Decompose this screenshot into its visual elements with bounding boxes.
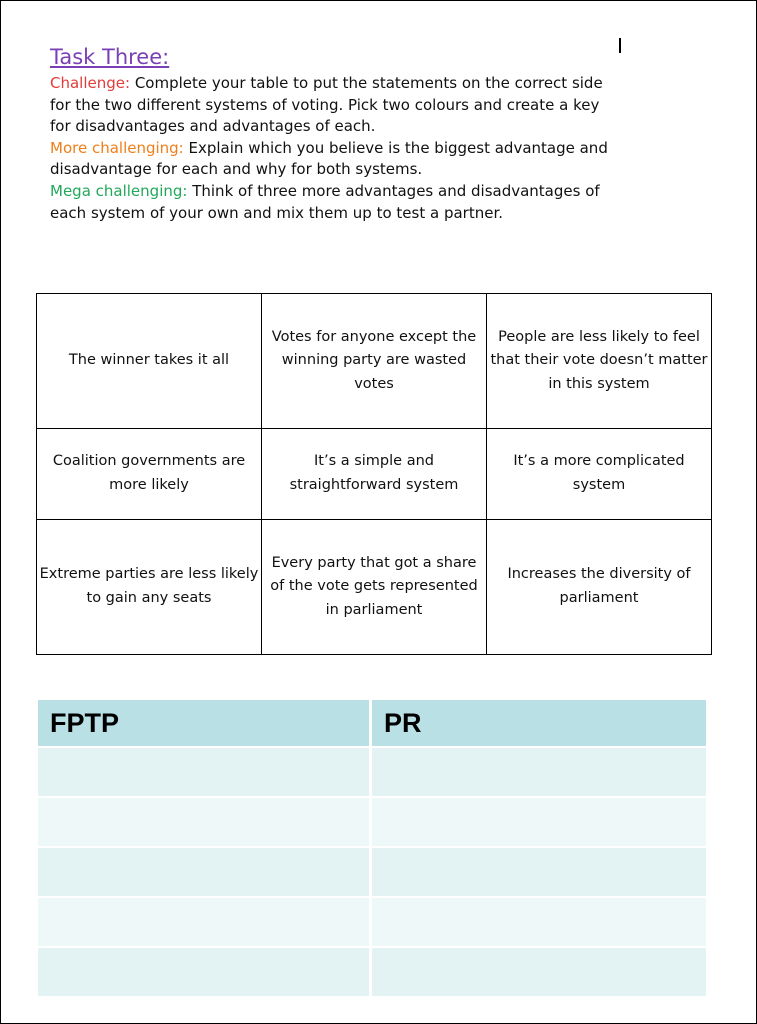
statement-cell: The winner takes it all	[37, 294, 262, 429]
table-row	[38, 946, 706, 996]
statement-cell: Votes for anyone except the winning party are wasted votes	[262, 294, 487, 429]
mega-challenging-label: Mega challenging:	[50, 181, 188, 200]
statement-cell: It’s a simple and straightforward system	[262, 429, 487, 520]
pr-cell[interactable]	[372, 896, 706, 946]
statement-cell: People are less likely to feel that their vote doesn’t matter in this system	[487, 294, 712, 429]
challenge-label: Challenge:	[50, 74, 131, 92]
fptp-cell[interactable]	[38, 796, 372, 846]
more-challenging-text: Explain which you believe is the biggest advantage and disadvantage for each and why for both systems.	[50, 138, 608, 179]
pr-cell[interactable]	[372, 846, 706, 896]
statement-cell: Increases the diversity of parliament	[487, 519, 712, 654]
table-row	[38, 796, 706, 846]
text-cursor	[619, 38, 621, 53]
fptp-cell[interactable]	[38, 896, 372, 946]
mega-challenging-text: Think of three more advantages and disadvantages of each system of your own and mix them up to test a partner.	[50, 181, 600, 222]
pr-cell[interactable]	[372, 796, 706, 846]
pr-cell[interactable]	[372, 746, 706, 796]
statements-row	[37, 429, 712, 520]
task-title: Task Three:	[50, 45, 170, 69]
fptp-cell[interactable]	[38, 846, 372, 896]
statements-row	[37, 294, 712, 429]
task-instructions	[50, 44, 610, 224]
sorting-table	[38, 700, 706, 996]
table-row	[38, 846, 706, 896]
statements-grid	[36, 293, 712, 655]
fptp-cell[interactable]	[38, 946, 372, 996]
pr-column-header: PR	[372, 700, 706, 746]
statement-cell: Coalition governments are more likely	[37, 429, 262, 520]
statement-cell: Every party that got a share of the vote gets represented in parliament	[262, 519, 487, 654]
statements-row	[37, 519, 712, 654]
more-challenging-label: More challenging:	[50, 138, 184, 157]
statement-cell: It’s a more complicated system	[487, 429, 712, 520]
table-row	[38, 746, 706, 796]
more-challenging-instruction	[50, 138, 610, 181]
challenge-instruction	[50, 73, 610, 138]
statement-cell: Extreme parties are less likely to gain any seats	[37, 519, 262, 654]
sorting-table-header	[38, 700, 706, 746]
table-row	[38, 896, 706, 946]
pr-cell[interactable]	[372, 946, 706, 996]
challenge-text: Complete your table to put the statements on the correct side for the two different systems of voting. Pick two colours and create a key for disadvantages and advantages of each.	[50, 74, 603, 136]
fptp-column-header: FPTP	[38, 700, 372, 746]
mega-challenging-instruction	[50, 181, 610, 224]
fptp-cell[interactable]	[38, 746, 372, 796]
